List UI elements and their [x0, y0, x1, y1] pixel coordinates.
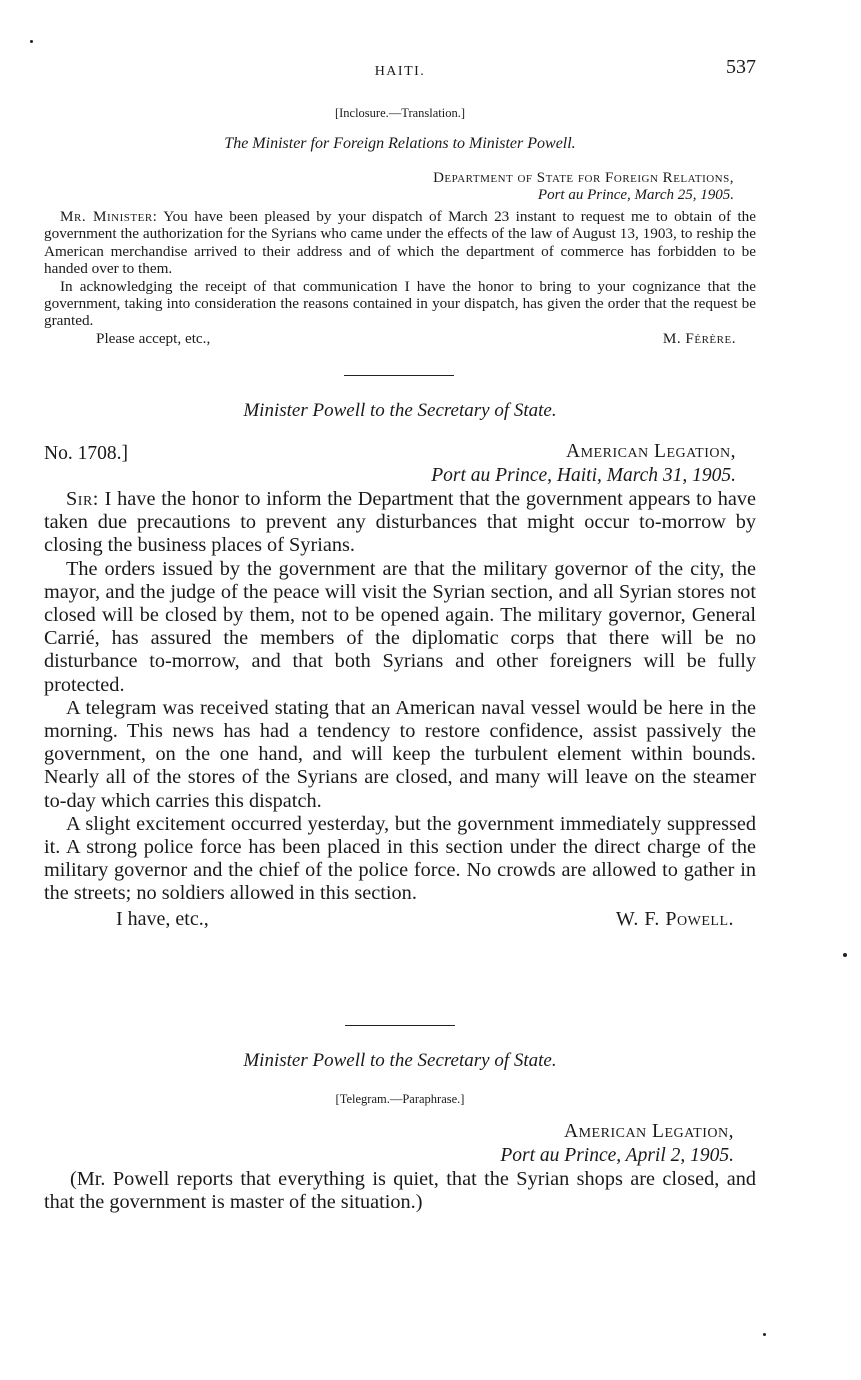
- dispatch-paragraph: The orders issued by the government are that the military governor of the city, the mayor, and the judge of the peace will visit the Syrian section, and all Syrian stores not closed will be closed by them, not to be opened again. The military governor, General Carrié, has assured the members of the diplomatic corps that there will be no disturbance to-morrow, and that both Syrians and other foreigners will be fully protected.: [44, 557, 756, 696]
- inclosure-closing: [44, 330, 756, 350]
- dispatch-paragraph-text: I have the honor to inform the Department that the government appears to have taken due precautions to prevent any disturbances that might occur to-morrow by closing the business places of Syrians.: [44, 488, 756, 557]
- dispatch-body: [44, 488, 756, 932]
- inclosure-closing-text: Please accept, etc.,: [96, 329, 211, 347]
- dispatch-closing-text: I have, etc.,: [116, 907, 209, 930]
- telegram-place-date: Port au Prince, April 2, 1905.: [500, 1145, 734, 1166]
- dispatch-number: No. 1708.]: [44, 443, 128, 464]
- telegram-paragraph: (Mr. Powell reports that everything is quiet, that the Syrian shops are closed, and that the government is master of the situation.): [44, 1168, 756, 1214]
- dispatch-heading: [44, 440, 756, 490]
- inclosure-department: Department of State for Foreign Relations,: [433, 170, 734, 186]
- page-header: [44, 56, 756, 86]
- dispatch-place-date: Port au Prince, Haiti, March 31, 1905.: [431, 465, 736, 486]
- inclosure-place-date: Port au Prince, March 25, 1905.: [537, 187, 734, 203]
- scan-speck: [763, 1333, 766, 1336]
- inclosure-dateline: [44, 170, 756, 204]
- dispatch-signature: W. F. Powell.: [615, 907, 734, 930]
- telegram-dateline: [44, 1120, 756, 1168]
- page-number: 537: [726, 56, 756, 78]
- dispatch-paragraph: A slight excitement occurred yesterday, but the government immediately suppressed it. A strong police force has been placed in this section under the direct charge of the military governor and the chief of the police force. No crowds are allowed to gather in the streets; no soldiers allowed in this section.: [44, 812, 756, 905]
- dispatch-salutation: Sir:: [66, 488, 99, 510]
- inclosure-salutation: Mr. Minister:: [60, 208, 158, 225]
- inclosure-signature: M. Férère.: [662, 329, 736, 347]
- inclosure-title: The Minister for Foreign Relations to Minister Powell.: [224, 135, 576, 152]
- dispatch-closing: [44, 906, 756, 932]
- section-divider: [345, 1025, 455, 1026]
- scan-speck: [30, 40, 33, 43]
- telegram-title: Minister Powell to the Secretary of State.: [243, 1050, 557, 1071]
- running-head: HAITI.: [374, 64, 426, 79]
- dispatch-legation: American Legation,: [566, 441, 736, 462]
- dispatch-paragraph: [44, 488, 756, 558]
- telegram-body: [44, 1168, 756, 1214]
- inclosure-paragraph: In acknowledging the receipt of that communication I have the honor to bring to your cognizance that the government, taking into consideration the reasons contained in your dispatch, has given the order that the request be granted.: [44, 277, 756, 330]
- scan-speck: [843, 953, 847, 957]
- telegram-legation: American Legation,: [564, 1121, 734, 1142]
- inclosure-paragraph: [44, 208, 756, 278]
- dispatch-dateline: [431, 440, 736, 488]
- inclosure-body: [44, 208, 756, 350]
- dispatch-paragraph: A telegram was received stating that an American naval vessel would be here in the morning. This news has had a tendency to restore confidence, assist passively the government, on the one hand, and will keep the turbulent element within bounds. Nearly all of the stores of the Syrians are closed, and many will leave on the steamer to-day which carries this dispatch.: [44, 696, 756, 812]
- section-divider: [344, 375, 454, 376]
- inclosure-note: [Inclosure.—Translation.]: [334, 106, 466, 120]
- inclosure-paragraph-text: You have been pleased by your dispatch of March 23 instant to request me to obtain of the government the authorization for the Syrians who came under the effects of the law of August 13, 1903, to reship the American merchandise arrived to their address and of which the department of commerce has forbidden to be handed over to them.: [44, 208, 756, 278]
- dispatch-title: Minister Powell to the Secretary of State.: [243, 400, 557, 421]
- telegram-note: [Telegram.—Paraphrase.]: [335, 1092, 465, 1106]
